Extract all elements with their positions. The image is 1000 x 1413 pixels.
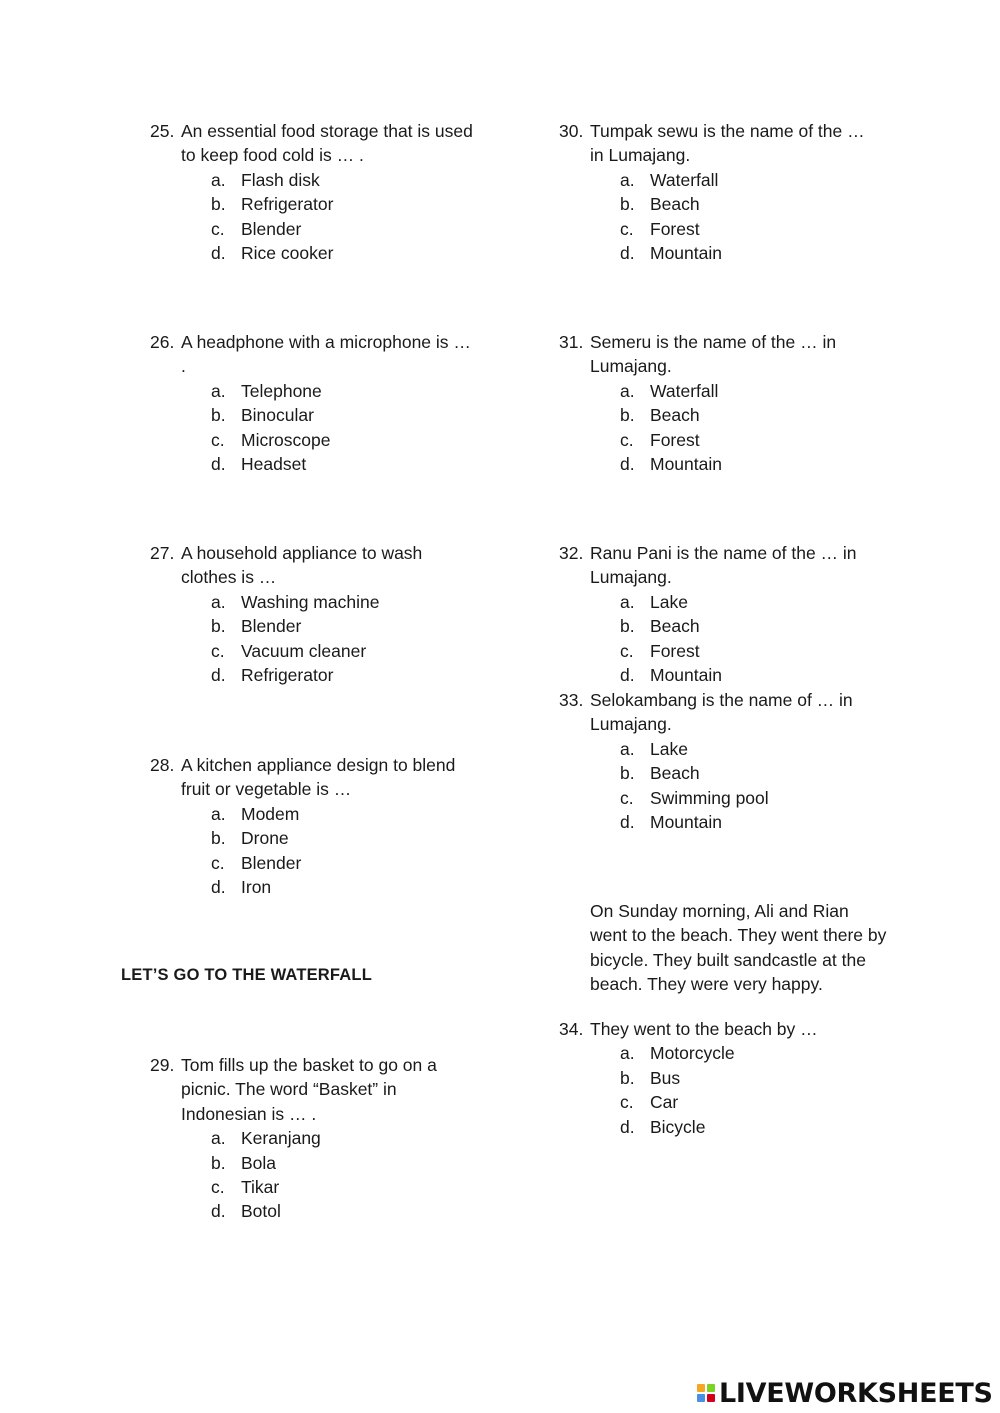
option-d[interactable]: d. Rice cooker bbox=[211, 243, 334, 264]
option-a[interactable]: a. Waterfall bbox=[620, 380, 719, 401]
question-number: 28. bbox=[150, 755, 175, 775]
question-32 bbox=[559, 541, 889, 687]
option-a[interactable]: a. Waterfall bbox=[620, 169, 719, 190]
question-text: Ranu Pani is the name of the … in Lumajang. bbox=[590, 543, 857, 588]
option-d[interactable]: d. Mountain bbox=[620, 812, 722, 833]
option-d[interactable]: d. Mountain bbox=[620, 665, 722, 686]
option-c[interactable]: c. Tikar bbox=[211, 1177, 280, 1198]
option-c[interactable]: c. Car bbox=[620, 1092, 679, 1113]
question-number: 30. bbox=[559, 121, 584, 141]
option-d[interactable]: d. Refrigerator bbox=[211, 665, 334, 686]
logo-text: LIVEWORKSHEETS bbox=[719, 1377, 993, 1409]
options-list bbox=[559, 590, 889, 688]
question-number: 25. bbox=[150, 121, 175, 141]
question-30 bbox=[559, 119, 869, 265]
logo-square bbox=[697, 1384, 705, 1392]
option-d[interactable]: d. Mountain bbox=[620, 243, 722, 264]
options-list bbox=[559, 1041, 889, 1139]
options-list bbox=[150, 1126, 470, 1224]
option-b[interactable]: b. Bola bbox=[211, 1152, 277, 1173]
question-text: A headphone with a microphone is … . bbox=[181, 332, 471, 377]
question-34 bbox=[559, 1017, 889, 1139]
logo-square bbox=[707, 1384, 715, 1392]
question-number: 33. bbox=[559, 690, 584, 710]
option-c[interactable]: c. Forest bbox=[620, 218, 700, 239]
question-text: A kitchen appliance design to blend fruit or vegetable is … bbox=[181, 755, 456, 800]
option-d[interactable]: d. Botol bbox=[211, 1201, 281, 1222]
option-c[interactable]: c. Forest bbox=[620, 640, 700, 661]
question-stem bbox=[150, 753, 480, 802]
options-list bbox=[150, 168, 480, 266]
question-stem bbox=[559, 688, 889, 737]
option-b[interactable]: b. Beach bbox=[620, 763, 700, 784]
question-stem bbox=[150, 1053, 470, 1126]
question-text: Tumpak sewu is the name of the … in Lumajang. bbox=[590, 121, 865, 166]
question-25 bbox=[150, 119, 480, 265]
question-number: 34. bbox=[559, 1019, 584, 1039]
option-a[interactable]: a. Lake bbox=[620, 591, 688, 612]
option-b[interactable]: b. Blender bbox=[211, 616, 302, 637]
options-list bbox=[559, 168, 869, 266]
option-c[interactable]: c. Swimming pool bbox=[620, 787, 769, 808]
option-d[interactable]: d. Iron bbox=[211, 877, 272, 898]
option-b[interactable]: b. Beach bbox=[620, 194, 700, 215]
option-a[interactable]: a. Washing machine bbox=[211, 591, 380, 612]
option-c[interactable]: c. Microscope bbox=[211, 429, 331, 450]
logo-square bbox=[697, 1394, 705, 1402]
question-number: 26. bbox=[150, 332, 175, 352]
question-text: A household appliance to wash clothes is … bbox=[181, 543, 423, 588]
question-number: 27. bbox=[150, 543, 175, 563]
option-d[interactable]: d. Mountain bbox=[620, 454, 722, 475]
section-heading: LET’S GO TO THE WATERFALL bbox=[121, 966, 372, 984]
question-number: 31. bbox=[559, 332, 584, 352]
option-a[interactable]: a. Keranjang bbox=[211, 1128, 321, 1149]
question-33 bbox=[559, 688, 889, 834]
option-c[interactable]: c. Blender bbox=[211, 218, 302, 239]
options-list bbox=[559, 737, 889, 835]
question-number: 32. bbox=[559, 543, 584, 563]
option-c[interactable]: c. Vacuum cleaner bbox=[211, 640, 367, 661]
question-text: An essential food storage that is used to keep food cold is … . bbox=[181, 121, 473, 166]
reading-passage: On Sunday morning, Ali and Rian went to the beach. They went there by bicycle. They built sandcastle at the beach. They were very happy. bbox=[590, 901, 887, 995]
logo-icon bbox=[697, 1384, 715, 1402]
option-b[interactable]: b. Bus bbox=[620, 1067, 681, 1088]
option-b[interactable]: b. Drone bbox=[211, 828, 289, 849]
options-list bbox=[150, 590, 480, 688]
question-stem bbox=[150, 330, 480, 379]
logo-square bbox=[707, 1394, 715, 1402]
question-stem bbox=[150, 119, 480, 168]
question-stem bbox=[559, 330, 869, 379]
options-list bbox=[150, 802, 480, 900]
question-31 bbox=[559, 330, 869, 476]
question-text: They went to the beach by … bbox=[590, 1019, 818, 1039]
option-a[interactable]: a. Modem bbox=[211, 803, 300, 824]
question-text: Selokambang is the name of … in Lumajang. bbox=[590, 690, 853, 735]
options-list bbox=[150, 379, 480, 477]
question-text: Tom fills up the basket to go on a picnic. The word “Basket” in Indonesian is … . bbox=[181, 1055, 437, 1124]
option-d[interactable]: d. Bicycle bbox=[620, 1116, 706, 1137]
option-b[interactable]: b. Beach bbox=[620, 405, 700, 426]
option-a[interactable]: a. Telephone bbox=[211, 380, 322, 401]
option-a[interactable]: a. Flash disk bbox=[211, 169, 320, 190]
options-list bbox=[559, 379, 869, 477]
question-number: 29. bbox=[150, 1055, 175, 1075]
question-27 bbox=[150, 541, 480, 687]
option-b[interactable]: b. Refrigerator bbox=[211, 194, 334, 215]
option-b[interactable]: b. Binocular bbox=[211, 405, 314, 426]
option-c[interactable]: c. Forest bbox=[620, 429, 700, 450]
option-a[interactable]: a. Lake bbox=[620, 738, 688, 759]
option-b[interactable]: b. Beach bbox=[620, 616, 700, 637]
question-29 bbox=[150, 1053, 470, 1224]
question-stem bbox=[150, 541, 480, 590]
question-26 bbox=[150, 330, 480, 476]
option-a[interactable]: a. Motorcycle bbox=[620, 1043, 735, 1064]
option-d[interactable]: d. Headset bbox=[211, 454, 307, 475]
liveworksheets-logo[interactable] bbox=[697, 1378, 993, 1408]
question-stem bbox=[559, 541, 889, 590]
question-28 bbox=[150, 753, 480, 899]
question-text: Semeru is the name of the … in Lumajang. bbox=[590, 332, 837, 377]
option-c[interactable]: c. Blender bbox=[211, 852, 302, 873]
question-stem bbox=[559, 1017, 889, 1041]
question-stem bbox=[559, 119, 869, 168]
